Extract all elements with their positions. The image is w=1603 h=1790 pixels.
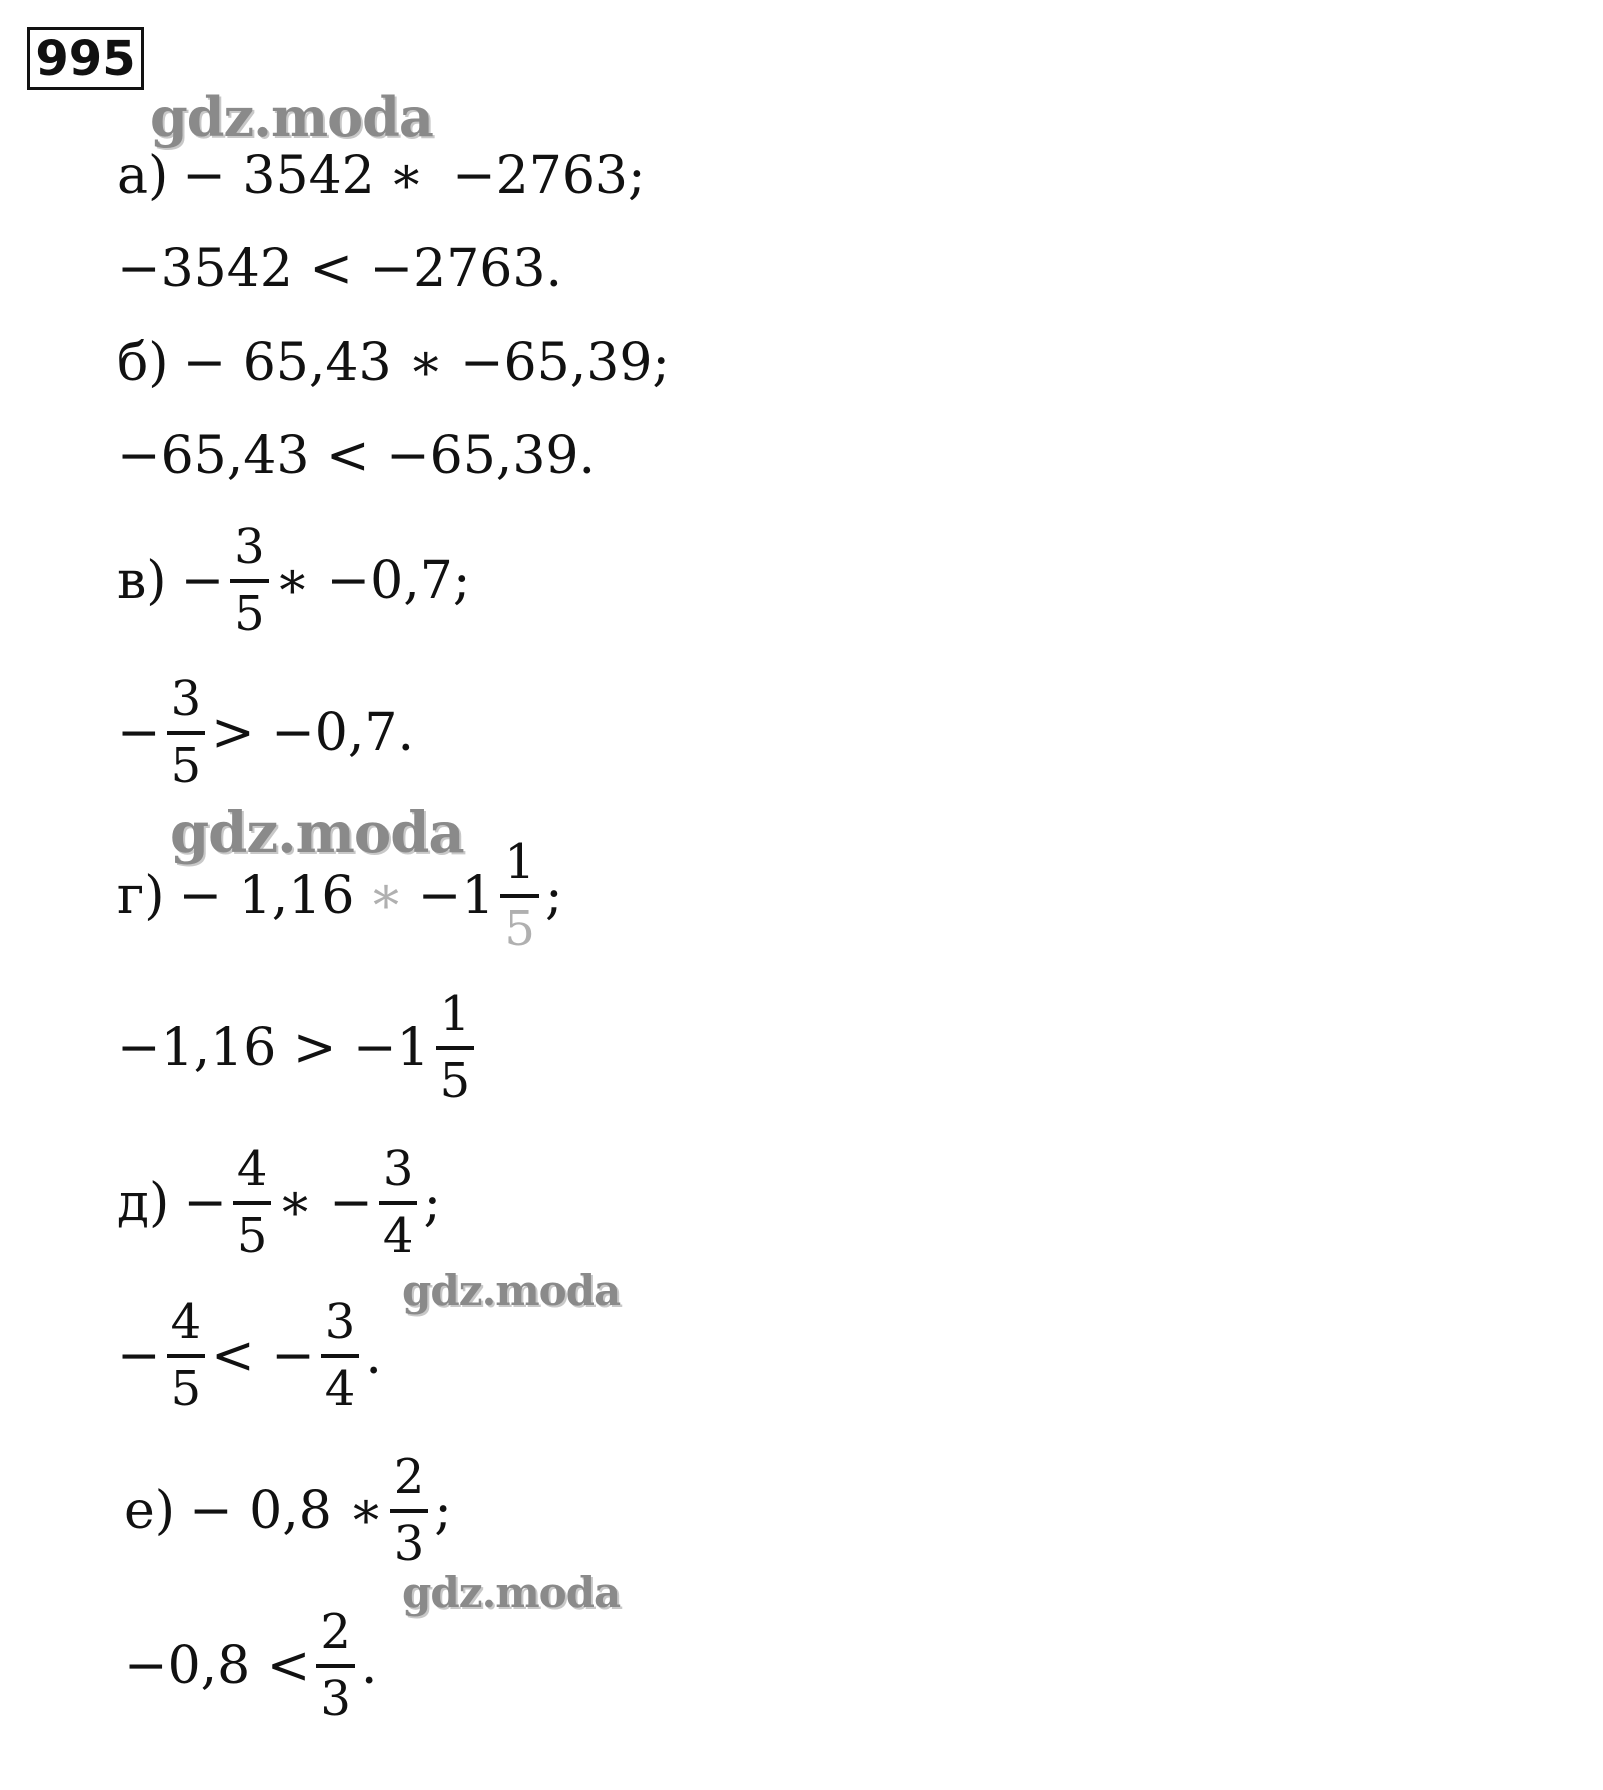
item-g-task (117, 835, 563, 957)
fraction-numerator: 2 (316, 1605, 355, 1668)
task-mid: ∗ − (277, 1173, 373, 1234)
fraction-numerator: 3 (321, 1295, 360, 1358)
fraction (379, 1142, 418, 1264)
item-b-task (117, 333, 670, 393)
item-d-answer (117, 1295, 382, 1417)
watermark: gdz.moda (402, 1568, 621, 1617)
answer-sign: − (117, 1326, 161, 1387)
fraction-denominator: 5 (504, 901, 535, 958)
fraction (233, 1142, 272, 1264)
fraction-denominator: 4 (382, 1208, 414, 1265)
fraction-numerator: 1 (500, 835, 539, 898)
fraction (390, 1450, 429, 1572)
task-sign: − (183, 1173, 227, 1234)
item-a-task (117, 146, 646, 206)
answer-sign: − (117, 703, 161, 764)
item-v-answer (117, 672, 414, 794)
fraction-denominator: 3 (393, 1516, 425, 1573)
answer-mid: < − (211, 1326, 315, 1387)
task-whole: −1 (417, 866, 495, 927)
fraction-numerator: 2 (390, 1450, 429, 1513)
item-label: а) (117, 146, 169, 206)
fraction-denominator: 5 (170, 738, 202, 795)
exercise-number: 995 (27, 27, 144, 90)
fraction-denominator: 5 (236, 1208, 268, 1265)
fraction-numerator: 4 (167, 1295, 206, 1358)
fraction (316, 1605, 355, 1727)
watermark: gdz.moda (170, 800, 464, 866)
task-end: ; (423, 1173, 441, 1234)
fraction-numerator: 3 (379, 1142, 418, 1205)
fraction-numerator: 4 (233, 1142, 272, 1205)
item-a-answer: −3542 < −2763. (117, 239, 562, 299)
item-v-task (117, 520, 470, 642)
task-end: ; (544, 866, 563, 927)
task-left: − 3542 (182, 146, 375, 206)
answer-left: −1,16 > −1 (117, 1018, 430, 1079)
task-end: ; (434, 1481, 452, 1542)
fraction-numerator: 1 (436, 987, 475, 1050)
answer-left: −0,8 < (124, 1636, 311, 1697)
item-g-answer (117, 987, 480, 1109)
item-label: б) (117, 333, 169, 393)
task-operator: ∗ (368, 866, 404, 927)
fraction-denominator: 5 (234, 586, 265, 643)
fraction (167, 672, 206, 794)
task-left: − 1,16 (178, 866, 355, 927)
watermark: gdz.moda (150, 85, 433, 149)
fraction-numerator: 3 (167, 672, 206, 735)
item-d-task (117, 1142, 441, 1264)
task-right: −2763; (452, 146, 646, 206)
answer-end: . (360, 1636, 378, 1697)
task-operator: ∗ (388, 146, 425, 206)
fraction-denominator: 4 (324, 1361, 356, 1418)
item-b-answer: −65,43 < −65,39. (117, 426, 596, 486)
fraction (321, 1295, 360, 1417)
fraction-denominator: 3 (320, 1671, 351, 1728)
fraction (167, 1295, 206, 1417)
fraction-numerator: 3 (230, 520, 269, 583)
item-label: г) (117, 866, 165, 927)
task-expression: − 65,43 ∗ −65,39; (182, 333, 670, 393)
fraction (230, 520, 269, 642)
fraction-denominator: 5 (439, 1053, 471, 1110)
item-label: д) (117, 1173, 170, 1234)
item-e-answer (124, 1605, 377, 1727)
answer-rest: > −0,7. (211, 703, 415, 764)
task-left: − 0,8 ∗ (189, 1481, 384, 1542)
fraction (500, 835, 539, 957)
answer-end: . (365, 1326, 382, 1387)
item-e-task (124, 1450, 452, 1572)
fraction (436, 987, 475, 1109)
task-sign: − (180, 551, 225, 612)
item-label: е) (124, 1481, 176, 1542)
item-label: в) (117, 551, 167, 612)
watermark: gdz.moda (402, 1266, 621, 1315)
fraction-denominator: 5 (170, 1361, 202, 1418)
task-rest: ∗ −0,7; (274, 551, 471, 612)
